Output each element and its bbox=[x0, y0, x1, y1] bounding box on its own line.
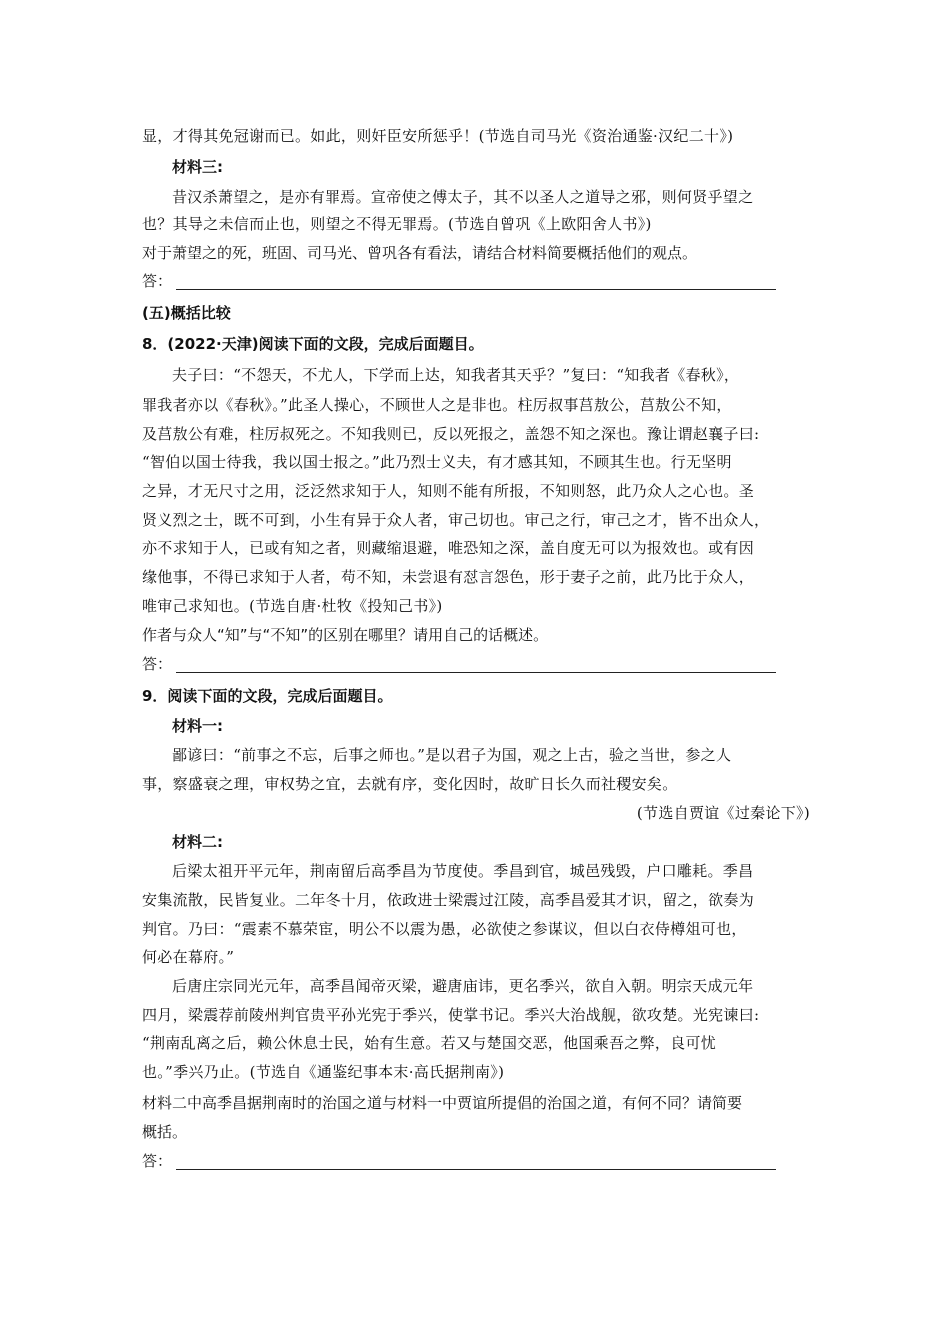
section-heading: (五)概括比较 bbox=[142, 304, 231, 322]
text-line: 及莒敖公有难，柱厉叔死之。不知我则已，反以死报之，盖怨不知之深也。豫让谓赵襄子曰: bbox=[142, 425, 760, 443]
text-line: “荆南乱离之后，赖公休息士民，始有生意。若又与楚国交恶，他国乘吾之弊，良可忧 bbox=[142, 1034, 717, 1052]
answer-blank[interactable] bbox=[176, 1169, 776, 1170]
text-line: 也。”季兴乃止。(节选自《通鉴纪事本末·高氏据荆南》) bbox=[142, 1063, 505, 1081]
text-line: 安集流散，民皆复业。二年冬十月，依政进士梁震过江陵，高季昌爱其才识，留之，欲奏为 bbox=[142, 891, 755, 909]
material-heading: 材料二: bbox=[172, 833, 223, 851]
source-citation: (节选自贾谊《过秦论下》) bbox=[636, 804, 810, 822]
question-heading: 9．阅读下面的文段，完成后面题目。 bbox=[142, 687, 393, 705]
text-line: 也？其导之未信而止也，则望之不得无罪焉。(节选自曾巩《上欧阳舍人书》) bbox=[142, 215, 652, 233]
text-line: 四月，梁震荐前陵州判官贵平孙光宪于季兴，使掌书记。季兴大治战舰，欲攻楚。光宪谏曰: bbox=[142, 1006, 760, 1024]
text-line: 昔汉杀萧望之，是亦有罪焉。宣帝使之傅太子，其不以圣人之道导之邪，则何贤乎望之 bbox=[172, 188, 754, 206]
answer-blank[interactable] bbox=[176, 289, 776, 290]
text-line: 之异，才无尺寸之用，泛泛然求知于人，知则不能有所报，不知则怒，此乃众人之心也。圣 bbox=[142, 482, 755, 500]
answer-blank[interactable] bbox=[176, 672, 776, 673]
question-heading: 8．(2022·天津)阅读下面的文段，完成后面题目。 bbox=[142, 335, 484, 353]
question-text: 概括。 bbox=[142, 1123, 188, 1141]
text-line: 鄙谚曰：“前事之不忘，后事之师也。”是以君子为国，观之上古，验之当世，参之人 bbox=[172, 746, 732, 764]
text-line: “智伯以国士待我，我以国士报之。”此乃烈士义夫，有才感其知，不顾其生也。行无坚明 bbox=[142, 453, 732, 471]
material-heading: 材料一: bbox=[172, 717, 223, 735]
text-line: 亦不求知于人，已或有知之者，则藏缩退避，唯恐知之深，盖自度无可以为报效也。或有因 bbox=[142, 539, 755, 557]
answer-label: 答： bbox=[142, 655, 173, 673]
text-line: 缘他事，不得已求知于人者，苟不知，未尝退有怼言怨色，形于妻子之前，此乃比于众人， bbox=[142, 568, 755, 586]
text-line: 判官。乃曰：“震素不慕荣宦，明公不以震为愚，必欲使之参谋议，但以白衣侍樽俎可也， bbox=[142, 920, 747, 938]
text-line: 后梁太祖开平元年，荆南留后高季昌为节度使。季昌到官，城邑残毁，户口雕耗。季昌 bbox=[172, 862, 754, 880]
answer-label: 答： bbox=[142, 272, 173, 290]
text-line: 贤义烈之士，既不可到，小生有异于众人者，审己切也。审己之行，审己之才，皆不出众人， bbox=[142, 511, 770, 529]
text-line: 显，才得其免冠谢而已。如此，则奸臣安所惩乎！(节选自司马光《资治通鉴·汉纪二十》) bbox=[142, 127, 734, 145]
answer-label: 答： bbox=[142, 1152, 173, 1170]
question-text: 材料二中高季昌据荆南时的治国之道与材料一中贾谊所提倡的治国之道，有何不同？请简要 bbox=[142, 1094, 743, 1112]
text-line: 后唐庄宗同光元年，高季昌闻帝灭梁，避唐庙讳，更名季兴，欲自入朝。明宗天成元年 bbox=[172, 977, 754, 995]
text-line: 夫子曰：“不怨天，不尤人，下学而上达，知我者其天乎？”复曰：“知我者《春秋》， bbox=[172, 366, 740, 384]
question-text: 对于萧望之的死，班固、司马光、曾巩各有看法，请结合材料简要概括他们的观点。 bbox=[142, 244, 698, 262]
material-heading: 材料三: bbox=[172, 158, 223, 176]
question-text: 作者与众人“知”与“不知”的区别在哪里？请用自己的话概述。 bbox=[142, 626, 549, 644]
text-line: 何必在幕府。” bbox=[142, 948, 235, 966]
text-line: 罪我者亦以《春秋》。”此圣人操心，不顾世人之是非也。柱厉叔事莒敖公，莒敖公不知， bbox=[142, 396, 732, 414]
text-line: 唯审己求知也。(节选自唐·杜牧《投知己书》) bbox=[142, 597, 443, 615]
text-line: 事，察盛衰之理，审权势之宜，去就有序，变化因时，故旷日长久而社稷安矣。 bbox=[142, 775, 678, 793]
